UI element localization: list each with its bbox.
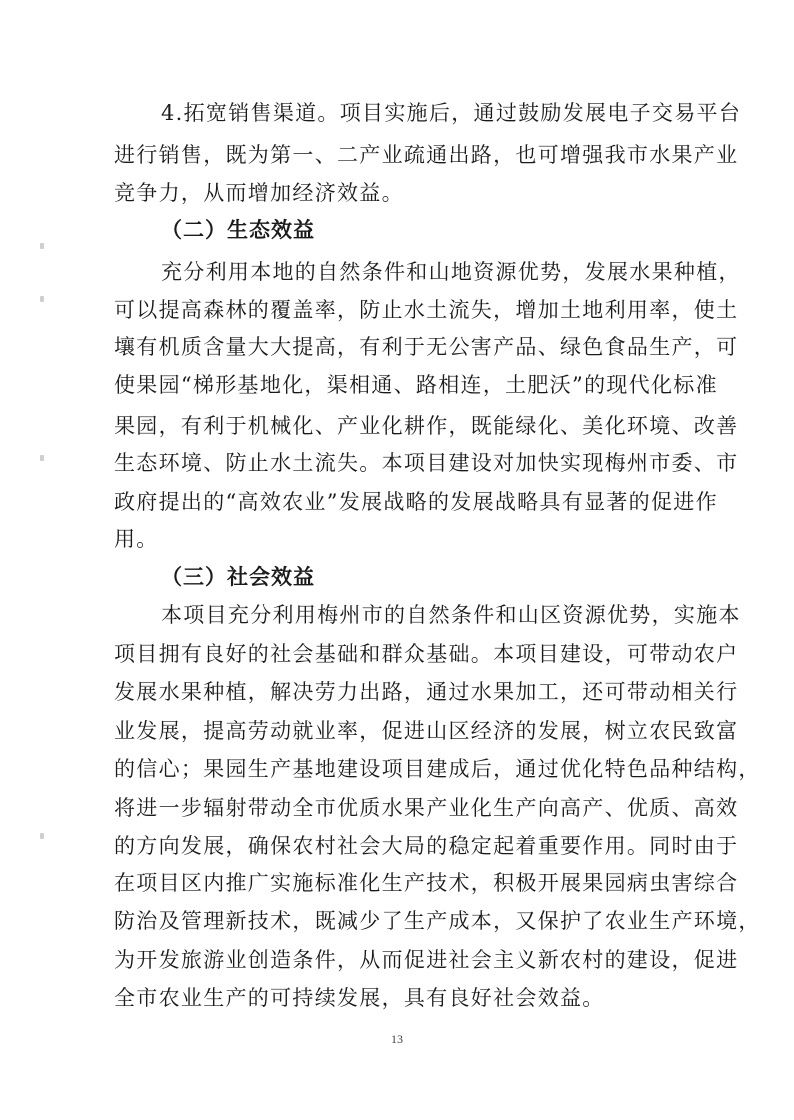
- paragraph-line: 充分利用本地的自然条件和山地资源优势，发展水果种植，: [161, 260, 741, 284]
- paragraph-line: 项目拥有良好的社会基础和群众基础。本项目建设，可带动农户: [114, 642, 739, 666]
- paragraph-line: 竞争力，从而增加经济效益。: [114, 181, 404, 205]
- scan-mark: [40, 455, 44, 461]
- paragraph-line: 壤有机质含量大大提高，有利于无公害产品、绿色食品生产，可: [114, 335, 739, 359]
- paragraph-line: 果园，有利于机械化、产业化耕作，既能绿化、美化环境、改善: [114, 414, 739, 438]
- paragraph-line: 4.拓宽销售渠道。项目实施后，通过鼓励发展电子交易平台: [161, 101, 742, 125]
- paragraph-line: 业发展，提高劳动就业率，促进山区经济的发展，树立农民致富: [114, 719, 739, 743]
- section-heading-ecological: （二）生态效益: [161, 218, 315, 242]
- paragraph-line: 政府提出的“高效农业”发展战略的发展战略具有显著的促进作: [114, 490, 718, 514]
- scan-mark: [40, 243, 44, 249]
- paragraph-line: 在项目区内推广实施标准化生产技术，积极开展果园病虫害综合: [114, 871, 739, 895]
- paragraph-line: 将进一步辐射带动全市优质水果产业化生产向高产、优质、高效: [114, 796, 739, 820]
- page-number: 13: [391, 1032, 403, 1046]
- scan-mark: [40, 833, 44, 839]
- paragraph-line: 本项目充分利用梅州市的自然条件和山区资源优势，实施本: [161, 603, 741, 627]
- paragraph-line: 发展水果种植，解决劳力出路，通过水果加工，还可带动相关行: [114, 680, 739, 704]
- paragraph-line: 为开发旅游业创造条件，从而促进社会主义新农村的建设，促进: [114, 948, 739, 972]
- paragraph-line: 生态环境、防止水土流失。本项目建设对加快实现梅州市委、市: [114, 451, 739, 475]
- paragraph-line: 使果园“梯形基地化，渠相通、路相连，土肥沃”的现代化标准: [114, 373, 718, 397]
- paragraph-line: 可以提高森林的覆盖率，防止水土流失，增加土地利用率，使土: [114, 298, 739, 322]
- scan-mark: [40, 296, 44, 302]
- paragraph-line: 的信心；果园生产基地建设项目建成后，通过优化特色品种结构，: [114, 757, 761, 781]
- section-heading-social: （三）社会效益: [161, 565, 315, 589]
- paragraph-line: 的方向发展，确保农村社会大局的稳定起着重要作用。同时由于: [114, 834, 739, 858]
- paragraph-line: 防治及管理新技术，既减少了生产成本，又保护了农业生产环境，: [114, 909, 761, 933]
- paragraph-line: 进行销售，既为第一、二产业疏通出路，也可增强我市水果产业: [114, 143, 739, 167]
- paragraph-line: 用。: [114, 527, 159, 551]
- paragraph-line: 全市农业生产的可持续发展，具有良好社会效益。: [114, 986, 605, 1010]
